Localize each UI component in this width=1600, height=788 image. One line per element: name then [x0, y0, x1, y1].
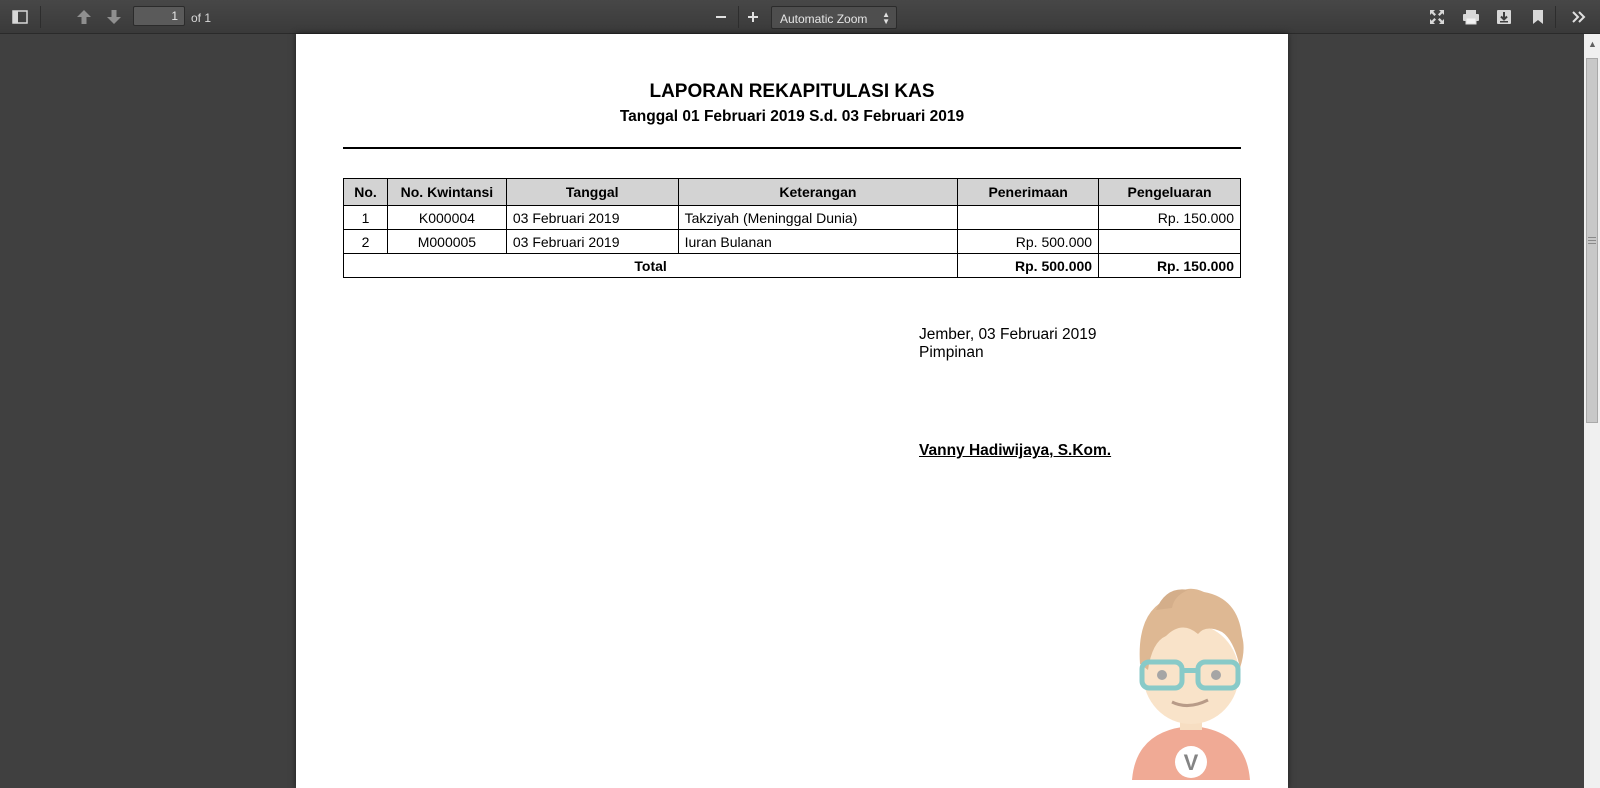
- cash-recap-table: [343, 178, 1241, 278]
- next-page-icon: [106, 9, 122, 25]
- table-row: [344, 230, 1241, 254]
- scrollbar-thumb[interactable]: [1586, 58, 1598, 423]
- chevron-updown-icon: ▲ ▼: [882, 10, 890, 26]
- column-header-pengeluaran: Pengeluaran: [1099, 179, 1241, 206]
- bookmark-icon: [1532, 9, 1544, 25]
- report-date-range: Tanggal 01 Februari 2019 S.d. 03 Februari 2019: [619, 108, 965, 125]
- table-header-row: [344, 179, 1241, 206]
- bookmark-button[interactable]: [1524, 5, 1552, 29]
- column-header-no: No.: [344, 179, 388, 206]
- total-pengeluaran: Rp. 150.000: [1099, 254, 1241, 278]
- cell-kwitansi: K000004: [387, 206, 506, 230]
- document-viewer[interactable]: [0, 34, 1600, 788]
- table-row: [344, 206, 1241, 230]
- next-page-button[interactable]: [100, 5, 128, 29]
- zoom-in-button[interactable]: [739, 5, 767, 29]
- cell-kwitansi: M000005: [387, 230, 506, 254]
- page-count-label: of 1: [191, 11, 212, 25]
- total-label: Total: [344, 254, 958, 278]
- previous-page-button[interactable]: [70, 5, 98, 29]
- zoom-select-value: Automatic Zoom: [780, 12, 868, 26]
- presentation-mode-button[interactable]: [1423, 5, 1451, 29]
- zoom-out-icon: [714, 10, 728, 24]
- print-icon: [1462, 9, 1480, 25]
- cell-tanggal: 03 Februari 2019: [506, 230, 678, 254]
- report-title: LAPORAN REKAPITULASI KAS: [649, 81, 935, 102]
- toolbar-separator: [1555, 6, 1556, 28]
- sidebar-toggle-button[interactable]: [6, 5, 34, 29]
- mascot-letter: V: [1183, 750, 1199, 775]
- download-button[interactable]: [1490, 5, 1518, 29]
- cell-penerimaan: [958, 206, 1099, 230]
- signature-role: Pimpinan: [919, 344, 984, 361]
- column-header-kwitansi: No. Kwintansi: [387, 179, 506, 206]
- signature-name: Vanny Hadiwijaya, S.Kom.: [919, 442, 1112, 459]
- zoom-in-icon: [746, 10, 760, 24]
- previous-page-icon: [76, 9, 92, 25]
- pdf-toolbar: [0, 0, 1600, 34]
- tools-button[interactable]: [1565, 5, 1593, 29]
- presentation-mode-icon: [1429, 9, 1445, 25]
- total-penerimaan: Rp. 500.000: [958, 254, 1099, 278]
- cell-pengeluaran: [1099, 230, 1241, 254]
- mascot-watermark: [1126, 580, 1256, 788]
- column-header-penerimaan: Penerimaan: [958, 179, 1099, 206]
- cell-no: 2: [344, 230, 388, 254]
- cell-penerimaan: Rp. 500.000: [958, 230, 1099, 254]
- signature-place-date: Jember, 03 Februari 2019: [919, 326, 1097, 343]
- page-number-input[interactable]: [133, 6, 185, 26]
- scroll-up-icon[interactable]: ▲: [1588, 39, 1597, 49]
- pdf-page: [296, 34, 1288, 788]
- column-header-tanggal: Tanggal: [506, 179, 678, 206]
- cell-keterangan: Iuran Bulanan: [678, 230, 958, 254]
- tools-icon: [1571, 10, 1587, 24]
- download-icon: [1496, 9, 1512, 25]
- toolbar-separator: [40, 6, 41, 28]
- table-total-row: [344, 254, 1241, 278]
- zoom-select[interactable]: [771, 6, 897, 29]
- cell-pengeluaran: Rp. 150.000: [1099, 206, 1241, 230]
- vertical-scrollbar[interactable]: [1584, 34, 1600, 788]
- print-button[interactable]: [1457, 5, 1485, 29]
- column-header-keterangan: Keterangan: [678, 179, 958, 206]
- zoom-out-button[interactable]: [707, 5, 735, 29]
- scrollbar-grip: [1588, 237, 1596, 246]
- cell-tanggal: 03 Februari 2019: [506, 206, 678, 230]
- sidebar-toggle-icon: [12, 10, 28, 24]
- cell-no: 1: [344, 206, 388, 230]
- title-divider: [343, 147, 1241, 149]
- cell-keterangan: Takziyah (Meninggal Dunia): [678, 206, 958, 230]
